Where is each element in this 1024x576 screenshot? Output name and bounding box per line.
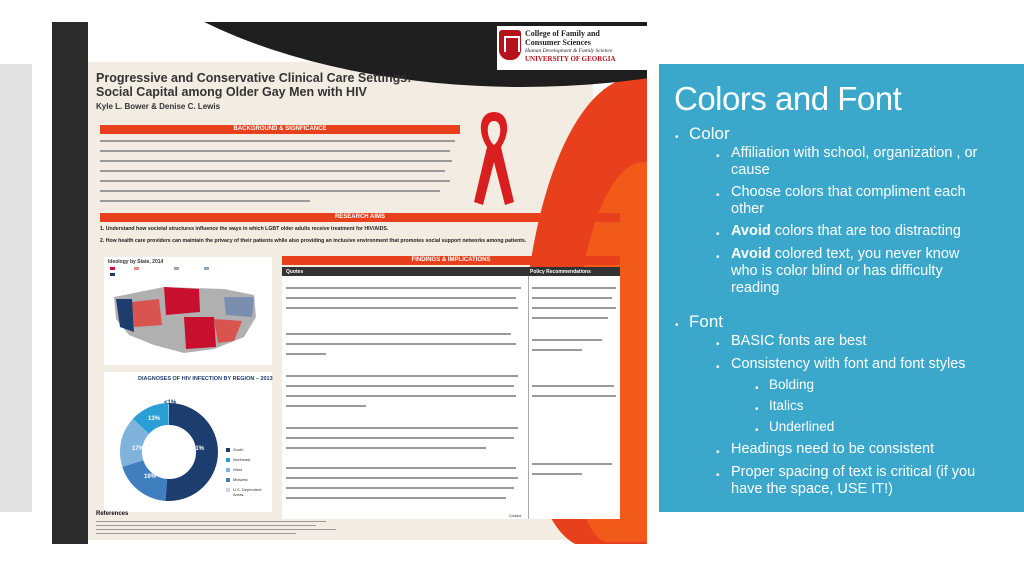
- text-line: [532, 287, 616, 289]
- references-heading: References: [96, 511, 129, 517]
- text-line: [286, 437, 514, 439]
- uga-logo: [497, 26, 647, 70]
- legend-label: Midwest: [233, 477, 248, 482]
- donut-label: 51%: [192, 446, 205, 452]
- font-item: Headings need to be consistent: [731, 441, 935, 457]
- table-header: [282, 267, 620, 276]
- text-line: [532, 473, 582, 475]
- bullet-font: Font: [689, 312, 724, 331]
- font-style-item: Italics: [769, 398, 804, 413]
- text-line: [286, 343, 516, 345]
- text-line: [96, 529, 336, 530]
- legend-label: West: [233, 467, 243, 472]
- donut-label: 19%: [144, 474, 157, 480]
- text-line: [532, 339, 602, 341]
- colors-font-panel: [659, 64, 1024, 512]
- research-aim: 2. How health care providers can maintain the privacy of their patients while also providing an inclusive environment that promotes social support networks among patients.: [100, 238, 527, 244]
- color-item: Affiliation with school, organization , or: [731, 145, 978, 161]
- poster-authors: Kyle L. Bower & Denise C. Lewis: [96, 102, 221, 111]
- text-line: [100, 200, 310, 202]
- map-title: Ideology by State, 2014: [108, 259, 164, 265]
- bullet-icon: •: [675, 320, 679, 331]
- text-line: [96, 533, 296, 534]
- color-item-text: colored text, you never know: [770, 246, 960, 262]
- logo-line: UNIVERSITY OF GEORGIA: [525, 55, 616, 63]
- bullet-icon: •: [716, 229, 720, 240]
- font-item: have the space, USE IT!): [731, 481, 893, 497]
- column-header-policy: Policy Recommendations: [530, 269, 591, 275]
- contact-label: Contact:: [509, 514, 523, 518]
- logo-line: College of Family and: [525, 29, 600, 38]
- text-line: [286, 287, 521, 289]
- font-style-item: Bolding: [769, 377, 815, 392]
- text-line: [532, 317, 608, 319]
- adjacent-slide-edge: [0, 64, 32, 512]
- font-item: Consistency with font and font styles: [731, 356, 966, 372]
- text-line: [532, 385, 614, 387]
- poster-title: [96, 71, 411, 99]
- text-line: [286, 353, 326, 355]
- section-findings-bar: FINDINGS & IMPLICATIONS: [282, 256, 620, 265]
- logo-line: Consumer Sciences: [525, 38, 591, 47]
- us-map-icon: [104, 257, 272, 365]
- donut-label: 13%: [148, 416, 161, 422]
- findings-table: [282, 267, 620, 519]
- color-item-text: colors that are too distracting: [770, 223, 961, 239]
- color-item: who is color blind or has difficulty: [731, 263, 943, 279]
- bullet-icon: •: [716, 252, 720, 263]
- text-line: [286, 333, 511, 335]
- bullet-icon: •: [716, 447, 720, 458]
- color-item: [731, 223, 961, 240]
- bullet-icon: •: [716, 190, 720, 201]
- column-divider: [528, 276, 529, 519]
- font-item: Proper spacing of text is critical (if you: [731, 464, 976, 480]
- bullet-icon: •: [675, 132, 679, 143]
- section-background-bar: BACKGROUND & SIGNFICANCE: [100, 125, 460, 134]
- bold-keyword: Avoid: [731, 223, 771, 239]
- section-aims-bar: RESEARCH AIMS: [100, 213, 620, 222]
- bullet-icon: •: [716, 151, 720, 162]
- ideology-map: [104, 257, 272, 365]
- text-line: [96, 521, 326, 522]
- text-line: [286, 395, 516, 397]
- poster-title-line: Social Capital among Older Gay Men with HIV: [96, 85, 367, 99]
- poster-black-frame: [52, 22, 88, 544]
- text-line: [286, 477, 518, 479]
- text-line: [532, 307, 616, 309]
- legend-label: South: [233, 447, 244, 452]
- bullet-icon: •: [755, 425, 759, 436]
- bullet-icon: •: [716, 339, 720, 350]
- research-aim: 1. Understand how societal structures influence the ways in which LGBT older adults receive treatment for HIV/AIDS.: [100, 226, 389, 232]
- panel-title: Colors and Font: [674, 80, 902, 117]
- bullet-icon: •: [755, 383, 759, 394]
- text-line: [532, 297, 612, 299]
- donut-label: 17%: [132, 446, 145, 452]
- logo-line: Human Development & Family Science: [525, 48, 613, 54]
- font-item: BASIC fonts are best: [731, 333, 867, 349]
- bullet-color: Color: [689, 124, 730, 143]
- text-line: [100, 150, 450, 152]
- text-line: [532, 349, 582, 351]
- text-line: [286, 427, 518, 429]
- color-item: other: [731, 201, 765, 217]
- text-line: [286, 467, 516, 469]
- color-item: [731, 246, 959, 263]
- bullet-icon: •: [716, 362, 720, 373]
- bullet-icon: •: [716, 470, 720, 481]
- font-style-item: Underlined: [769, 419, 835, 434]
- text-line: [100, 140, 455, 142]
- text-line: [532, 463, 612, 465]
- donut-label: <1%: [164, 400, 177, 406]
- diagnoses-title: DIAGNOSES OF HIV INFECTION BY REGION – 2013: [138, 376, 273, 382]
- text-line: [286, 307, 518, 309]
- poster-title-line: Progressive and Conservative Clinical Care Settings:: [96, 71, 412, 85]
- text-line: [286, 447, 486, 449]
- color-item: reading: [731, 280, 780, 296]
- color-item: cause: [731, 162, 770, 178]
- bullet-icon: •: [755, 404, 759, 415]
- text-line: [100, 160, 452, 162]
- text-line: [286, 497, 506, 499]
- bold-keyword: Avoid: [731, 246, 771, 262]
- hiv-diagnoses-chart: [104, 372, 272, 512]
- legend-label: U.S. Dependent Areas: [233, 487, 262, 497]
- text-line: [286, 385, 514, 387]
- color-item: Choose colors that compliment each: [731, 184, 966, 200]
- text-line: [286, 405, 366, 407]
- text-line: [100, 190, 440, 192]
- uga-arch-icon: [499, 30, 521, 60]
- column-header-quotes: Quotes: [286, 269, 304, 275]
- legend-label: Northeast: [233, 457, 251, 462]
- text-line: [286, 487, 514, 489]
- text-line: [100, 180, 450, 182]
- text-line: [286, 375, 518, 377]
- text-line: [286, 297, 516, 299]
- text-line: [96, 525, 316, 526]
- text-line: [100, 170, 445, 172]
- red-ribbon-icon: [469, 107, 519, 207]
- research-poster-image: [52, 22, 647, 544]
- text-line: [532, 395, 616, 397]
